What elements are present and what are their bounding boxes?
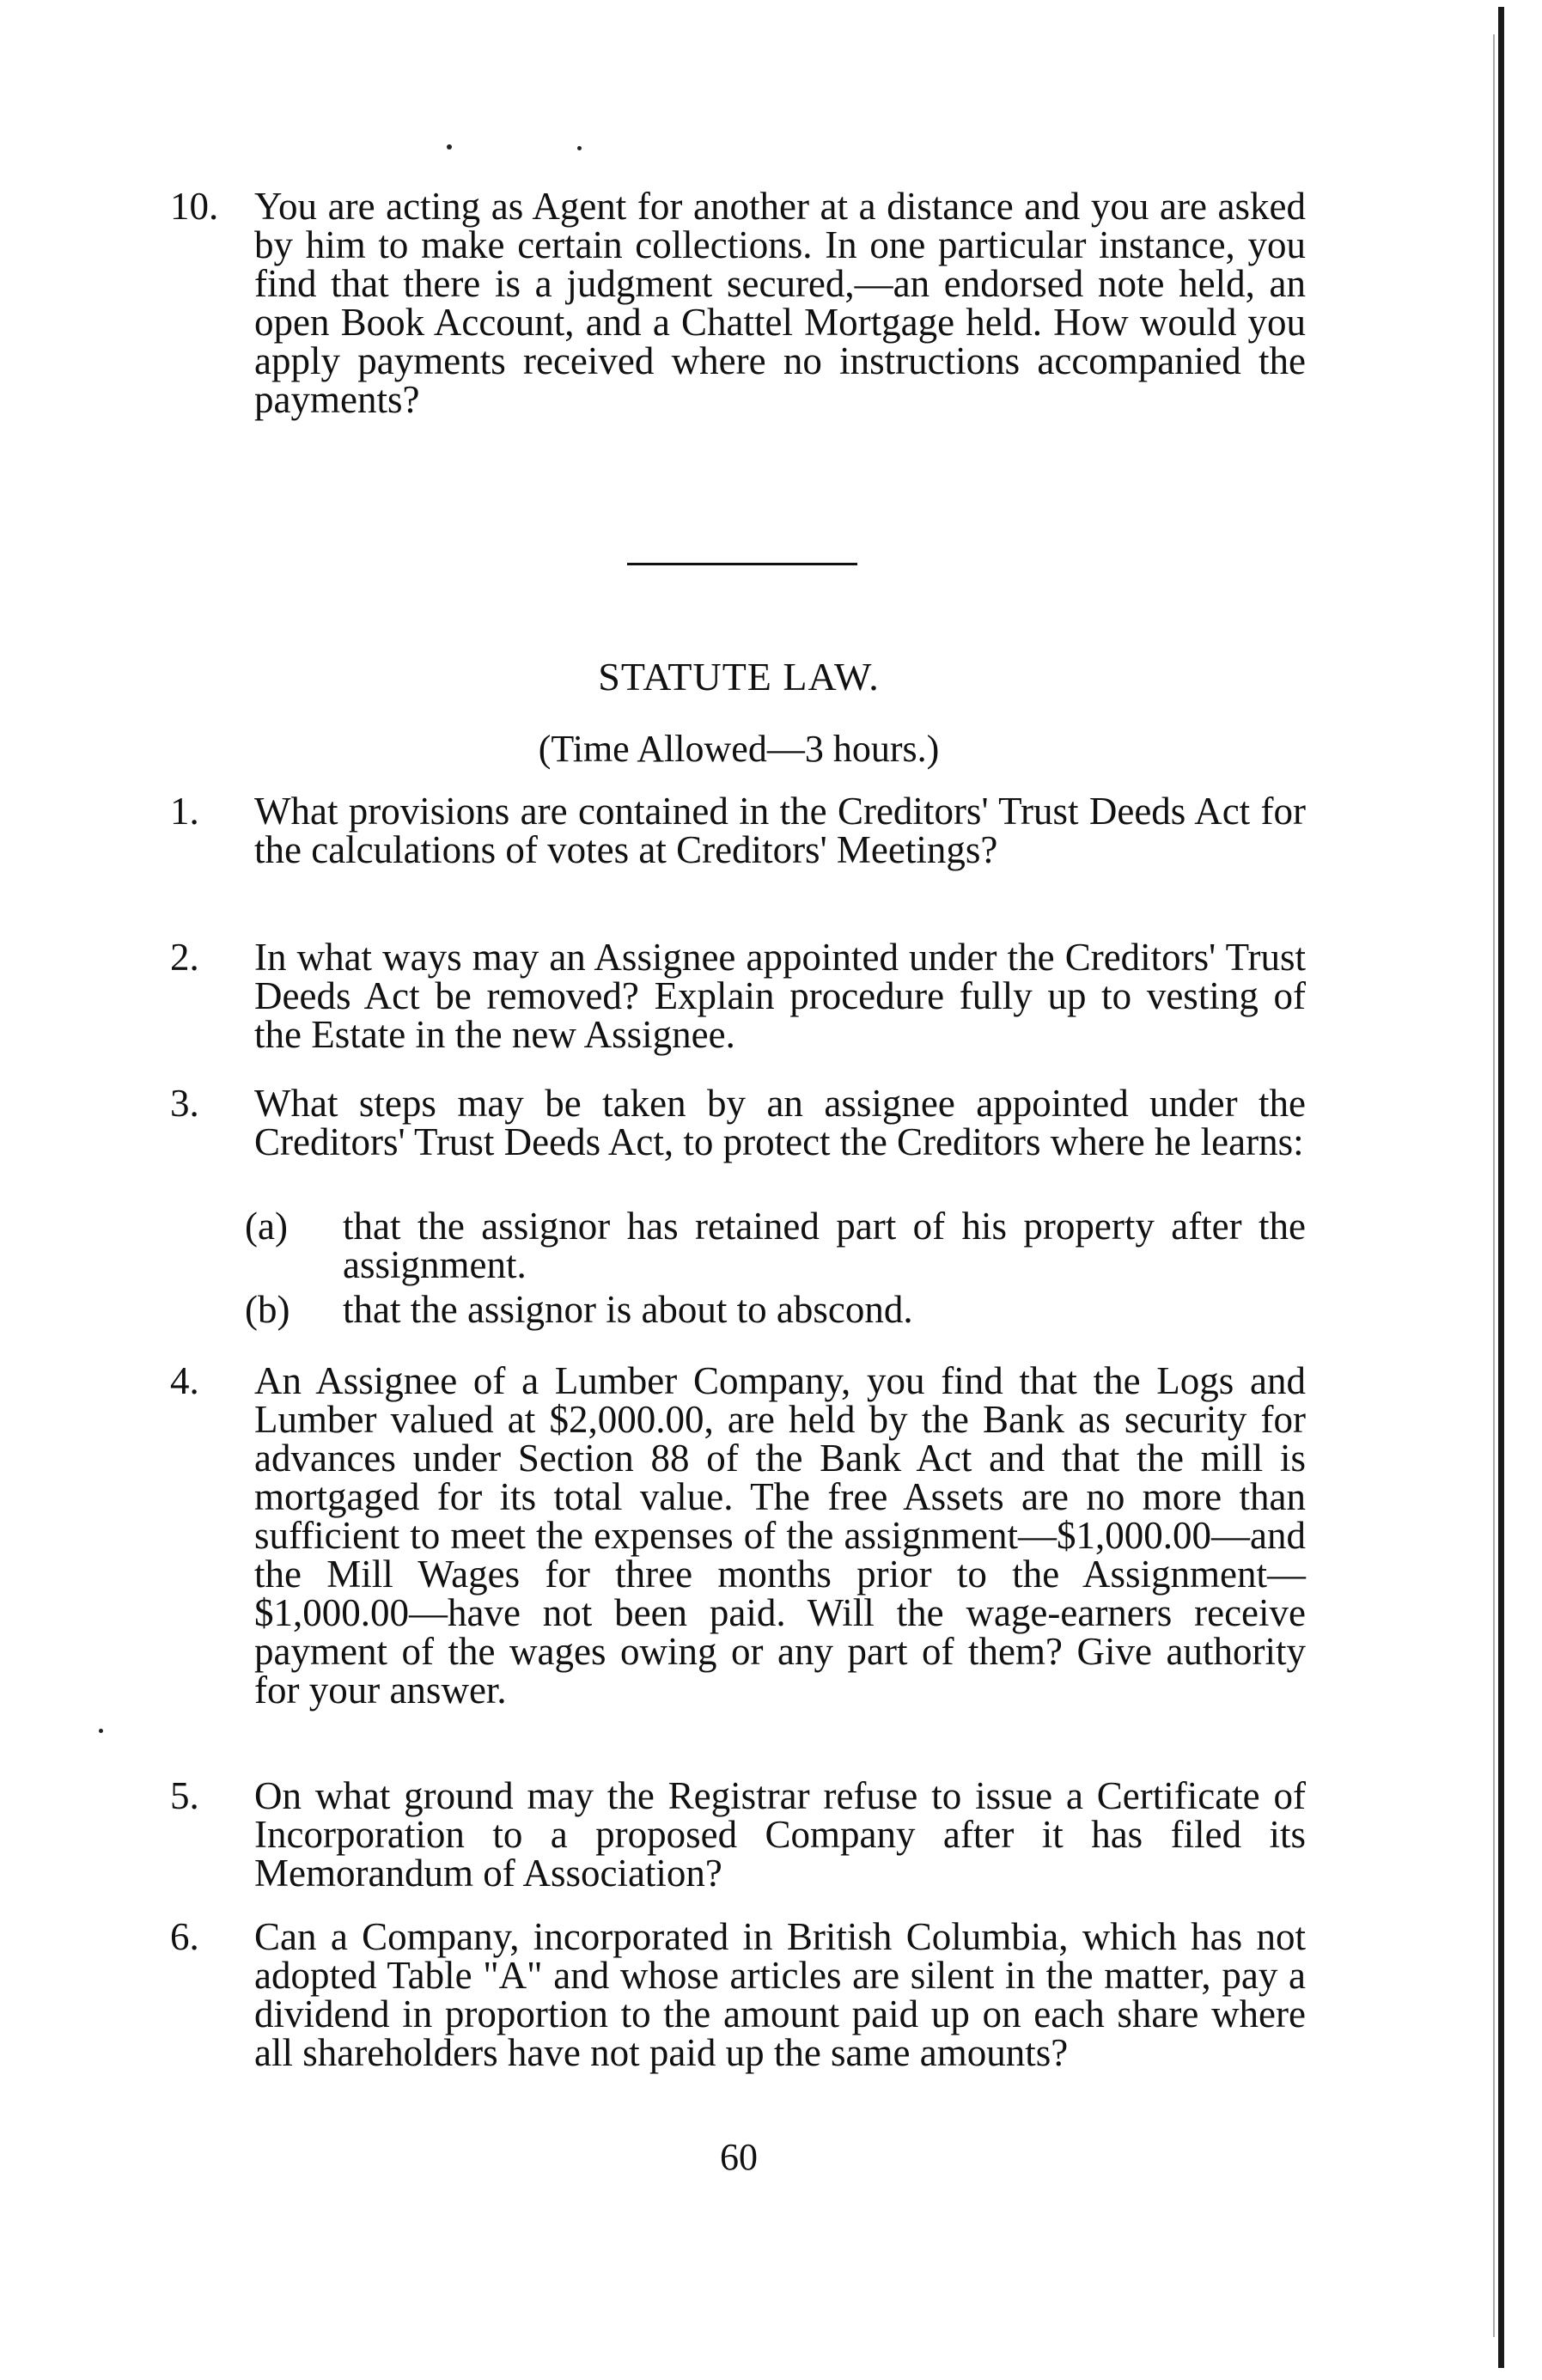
question-10	[172, 187, 1306, 419]
question-4	[170, 1359, 1306, 1712]
question-number: 6.	[170, 1915, 199, 1958]
scan-edge-shadow	[1498, 7, 1504, 2368]
question-number: 4.	[170, 1359, 199, 1402]
sub-text: that the assignor has retained part of his property after the assignment.	[343, 1205, 1306, 1286]
question-text: What steps may be taken by an assignee appointed under the Creditors' Trust Deeds Act, to protect the Creditors where he learns:	[254, 1082, 1306, 1163]
question-5	[170, 1774, 1306, 1895]
question-text: What provisions are contained in the Creditors' Trust Deeds Act for the calculations of votes at Creditors' Meetings?	[254, 790, 1306, 871]
question-text: An Assignee of a Lumber Company, you find that the Logs and Lumber valued at $2,000.00, are held by the Bank as security for advances under Section 88 of the Bank Act and that the mill is mortgaged for its total value. The free Assets are no more than sufficient to meet the expenses of the assignment—$1,000.00—and the Mill Wages for three months prior to the Assignment—$1,000.00—have not been paid. Will the wage-earners receive payment of the wages owing or any part of them? Give authority for your answer.	[254, 1359, 1306, 1712]
time-allowed: (Time Allowed—3 hours.)	[538, 728, 940, 770]
question-number: 3.	[170, 1082, 199, 1125]
page-number: 60	[720, 2136, 758, 2178]
question-3	[172, 1084, 1306, 1162]
question-text: In what ways may an Assignee appointed under the Creditors' Trust Deeds Act be removed? Explain procedure fully up to vesting of the Estate in the new Assignee.	[254, 936, 1306, 1056]
question-2	[172, 938, 1306, 1054]
question-text: Can a Company, incorporated in British Columbia, which has not adopted Table "A" and whose articles are silent in the matter, pay a dividend in proportion to the amount paid up on each share where all shareholders have not paid up the same amounts?	[254, 1915, 1306, 2074]
sub-letter: (b)	[245, 1288, 290, 1331]
question-3-sub-b	[245, 1288, 1306, 1331]
print-speck	[99, 1729, 103, 1733]
question-number: 2.	[170, 936, 199, 979]
question-number: 1.	[170, 790, 199, 833]
question-3-sub-a	[245, 1207, 1306, 1285]
sub-text: that the assignor is about to abscond.	[343, 1288, 913, 1331]
sub-letter: (a)	[245, 1205, 288, 1248]
section-title: STATUTE LAW.	[598, 655, 880, 699]
section-divider	[627, 563, 857, 565]
question-6	[170, 1915, 1306, 2074]
question-number: 10.	[170, 185, 219, 228]
print-speck	[577, 146, 582, 150]
question-text: On what ground may the Registrar refuse to issue a Certificate of Incorporation to a proposed Company after it has filed its Memorandum of Association?	[254, 1774, 1306, 1895]
print-speck	[447, 144, 452, 150]
scan-edge-line	[1493, 34, 1495, 2337]
question-1	[172, 792, 1306, 870]
question-text: You are acting as Agent for another at a distance and you are asked by him to make certain collections. In one particular instance, you find that there is a judgment secured,—an endorsed note held, an open Book Account, and a Chattel Mortgage held. How would you apply payments received where no instructions accompanied the payments?	[254, 185, 1306, 421]
question-number: 5.	[170, 1774, 199, 1817]
